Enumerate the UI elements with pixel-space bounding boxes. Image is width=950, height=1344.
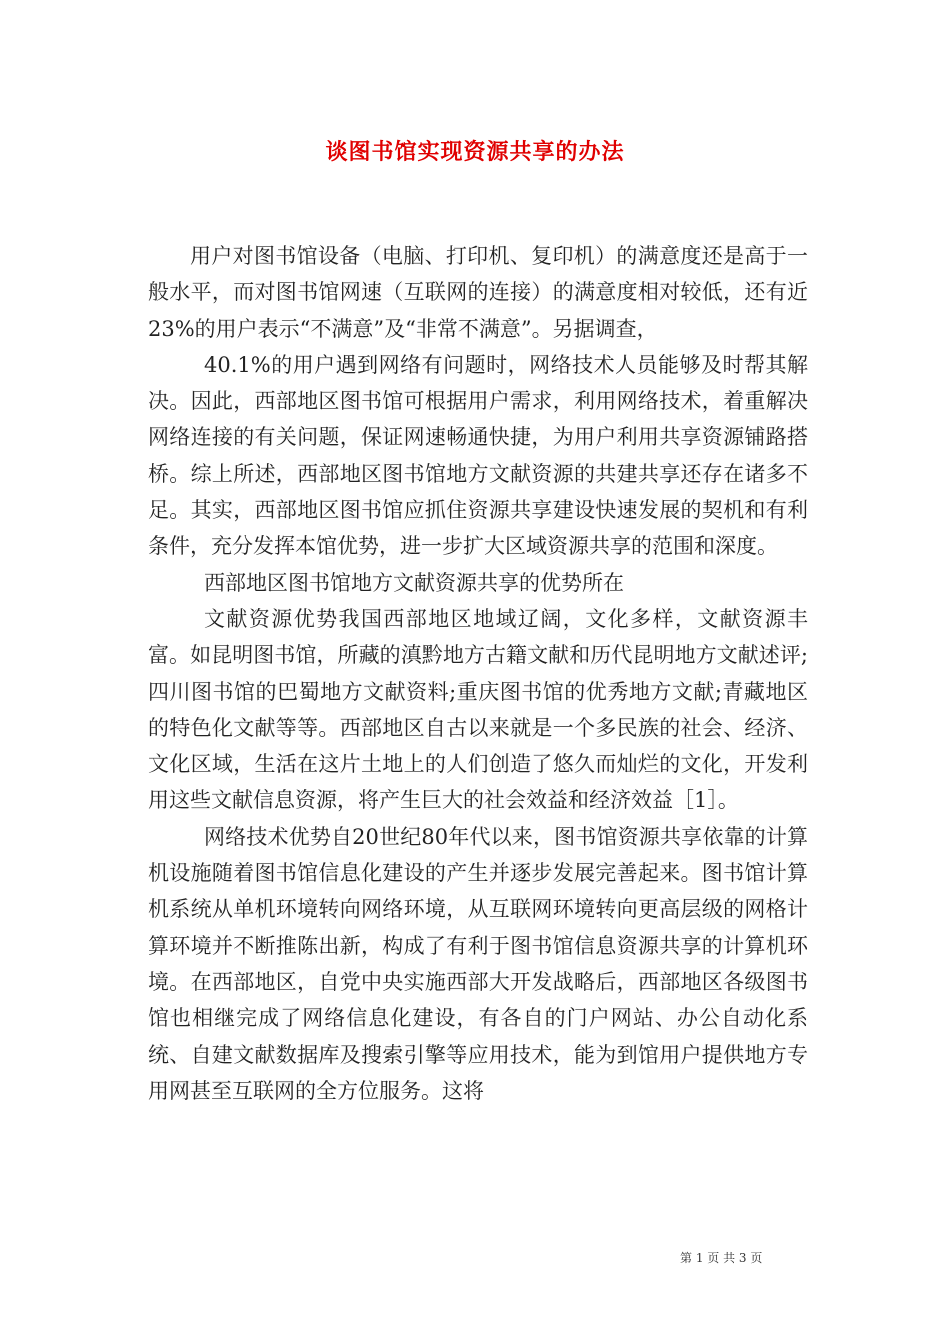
document-body xyxy=(148,238,808,1109)
section-heading: 西部地区图书馆地方文献资源共享的优势所在 xyxy=(204,570,624,595)
paragraph-2: 40.1%的用户遇到网络有问题时，网络技术人员能够及时帮其解决。因此，西部地区图书馆可根据用户需求，利用网络技术，着重解决网络连接的有关问题，保证网速畅通快捷，为用户利用共享资源铺路搭桥。综上所述，西部地区图书馆地方文献资源的共建共享还存在诸多不足。其实，西部地区图书馆应抓住资源共享建设快速发展的契机和有利条件，充分发挥本馆优势，进一步扩大区域资源共享的范围和深度。 xyxy=(148,352,808,559)
page-number-footer: 第 1 页 共 3 页 xyxy=(680,1251,763,1265)
paragraph-4: 网络技术优势自20世纪80年代以来，图书馆资源共享依靠的计算机设施随着图书馆信息化建设的产生并逐步发展完善起来。图书馆计算机系统从单机环境转向网络环境，从互联网环境转向更高层级的网格计算环境并不断推陈出新，构成了有利于图书馆信息资源共享的计算机环境。在西部地区，自党中央实施西部大开发战略后，西部地区各级图书馆也相继完成了网络信息化建设，有各自的门户网站、办公自动化系统、自建文献数据库及搜索引擎等应用技术，能为到馆用户提供地方专用网甚至互联网的全方位服务。这将 xyxy=(148,824,808,1103)
document-title: 谈图书馆实现资源共享的办法 xyxy=(325,139,625,165)
paragraph-3: 文献资源优势我国西部地区地域辽阔，文化多样，文献资源丰富。如昆明图书馆，所藏的滇黔地方古籍文献和历代昆明地方文献述评;四川图书馆的巴蜀地方文献资料;重庆图书馆的优秀地方文献;青藏地区的特色化文献等等。西部地区自古以来就是一个多民族的社会、经济、文化区域，生活在这片土地上的人们创造了悠久而灿烂的文化，开发利用这些文献信息资源，将产生巨大的社会效益和经济效益［1］。 xyxy=(148,606,808,813)
paragraph-1: 用户对图书馆设备（电脑、打印机、复印机）的满意度还是高于一般水平，而对图书馆网速（互联网的连接）的满意度相对较低，还有近23%的用户表示“不满意”及“非常不满意”。另据调查， xyxy=(148,244,808,341)
